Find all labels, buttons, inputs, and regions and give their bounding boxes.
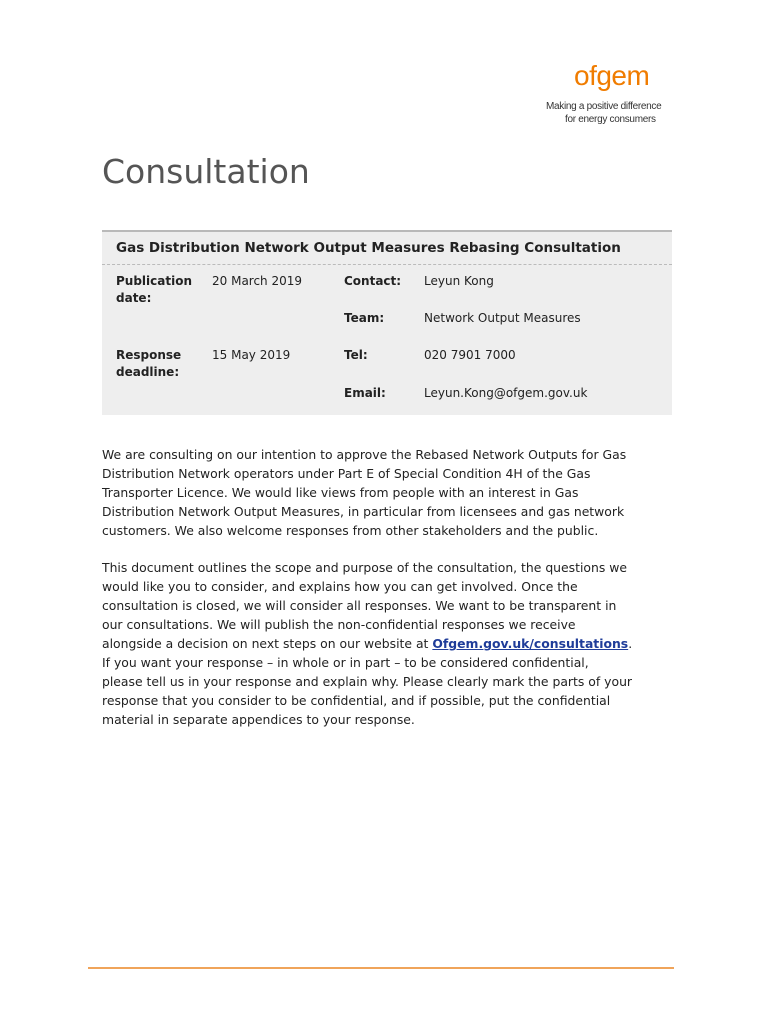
intro-line: Distribution Network Output Measures, in particular from licensees and gas network [102,504,625,519]
response-deadline-label [116,347,181,381]
response-deadline-label-line2: deadline: [116,365,180,379]
tel-value: 020 7901 7000 [424,348,516,362]
intro-line: Distribution Network operators under Part E of Special Condition 4H of the Gas [102,466,591,481]
intro-line: customers. We also welcome responses from other stakeholders and the public. [102,523,599,538]
page-title: Consultation [102,152,310,191]
scope-line: consultation is closed, we will consider all responses. We want to be transparent in [102,598,617,613]
publication-date-label [116,273,192,307]
publication-date-label-line2: date: [116,291,152,305]
intro-line: Transporter Licence. We would like views from people with an interest in Gas [102,485,579,500]
logo-tagline-line2: for energy consumers [565,114,656,125]
response-deadline-label-line1: Response [116,348,182,362]
scope-line: If you want your response – in whole or in part – to be considered confidential, [102,655,589,670]
scope-line: our consultations. We will publish the non-confidential responses we receive [102,617,576,632]
scope-line: response that you consider to be confidential, and if possible, put the confidential [102,693,611,708]
contact-label: Contact: [344,274,402,288]
scope-link-suffix: . [628,636,633,651]
team-label: Team: [344,311,385,325]
scope-line: would like you to consider, and explains how you can get involved. Once the [102,579,578,594]
publication-date-label-line1: Publication [116,274,193,288]
response-deadline-value: 15 May 2019 [212,348,291,362]
info-box-top-rule [102,230,672,232]
scope-line: This document outlines the scope and purpose of the consultation, the questions we [102,560,628,575]
footer-rule [88,967,674,969]
email-value: Leyun.Kong@ofgem.gov.uk [424,386,588,400]
info-box-divider [102,264,672,265]
intro-paragraph [102,445,672,540]
logo-tagline-line1: Making a positive difference [546,101,662,112]
tel-label: Tel: [344,348,368,362]
scope-line: please tell us in your response and explain why. Please clearly mark the parts of your [102,674,633,689]
contact-value: Leyun Kong [424,274,494,288]
logo-wordmark: ofgem [574,60,650,91]
team-value: Network Output Measures [424,311,581,325]
scope-link-prefix: alongside a decision on next steps on our website at [102,636,433,651]
consultation-title: Gas Distribution Network Output Measures Rebasing Consultation [116,240,621,256]
publication-date-value: 20 March 2019 [212,274,303,288]
email-label: Email: [344,386,386,400]
intro-line: We are consulting on our intention to approve the Rebased Network Outputs for Gas [102,447,627,462]
scope-link-line [102,634,672,653]
scope-line: material in separate appendices to your response. [102,712,415,727]
consultation-info-box [102,230,672,415]
consultations-link[interactable]: Ofgem.gov.uk/consultations [432,636,629,651]
scope-paragraph [102,558,672,729]
